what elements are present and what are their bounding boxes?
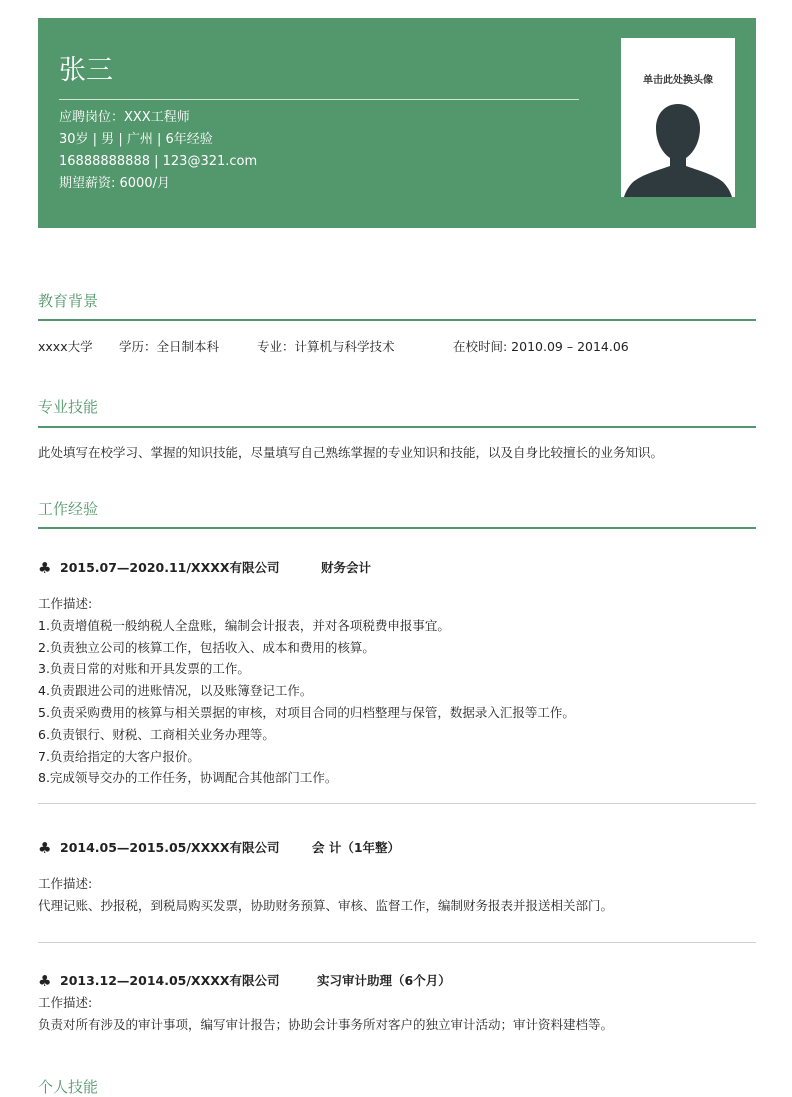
job-header: [38, 557, 756, 579]
job-role: 实习审计助理（6个月）: [317, 973, 451, 988]
club-icon: ♣: [38, 839, 52, 857]
skills-title: 专业技能: [38, 398, 99, 416]
job-divider: [38, 803, 756, 804]
basic-info: 30岁 | 男 | 广州 | 6年经验: [59, 132, 213, 147]
job-desc-label: 工作描述:: [38, 596, 93, 611]
job-divider: [38, 942, 756, 943]
applied-position: 应聘岗位：XXX工程师: [59, 110, 190, 125]
photo-label: 单击此处换头像: [643, 75, 713, 86]
job-desc-line: 7.负责给指定的大客户报价。: [38, 748, 200, 764]
degree: 学历：全日制本科: [119, 339, 220, 354]
job-description: [38, 992, 613, 1036]
avatar-silhouette-icon: [621, 96, 735, 197]
job-desc-line: 2.负责独立公司的核算工作，包括收入、成本和费用的核算。: [38, 639, 375, 655]
club-icon: ♣: [38, 559, 52, 577]
job-period-company: 2015.07—2020.11/XXXX有限公司: [60, 560, 280, 575]
major: 专业：计算机与科学技术: [257, 339, 395, 354]
education-title: 教育背景: [38, 292, 99, 310]
job-role: 会 计（1年整）: [312, 840, 401, 855]
job-header: [38, 837, 756, 859]
contact-info: 16888888888 | 123@321.com: [59, 154, 258, 169]
school-period: 在校时间: 2010.09 – 2014.06: [453, 339, 629, 354]
candidate-name: 张三: [59, 55, 113, 86]
education-row: [38, 336, 756, 358]
skills-text: 此处填写在校学习、掌握的知识技能，尽量填写自己熟练掌握的专业知识和技能，以及自身比较擅长的业务知识。: [38, 445, 664, 460]
avatar-photo[interactable]: [621, 38, 735, 197]
job-description: [38, 593, 575, 789]
job-role: 财务会计: [321, 560, 372, 575]
job-description: [38, 873, 613, 917]
job-desc-line: 3.负责日常的对账和开具发票的工作。: [38, 661, 250, 677]
job-desc-line: 代理记账、抄报税，到税局购买发票，协助财务预算、审核、监督工作，编制财务报表并报送相关部门。: [38, 897, 614, 913]
experience-divider: [38, 527, 756, 529]
school-name: xxxx大学: [38, 339, 93, 354]
education-divider: [38, 319, 756, 321]
job-desc-label: 工作描述:: [38, 995, 93, 1010]
job-desc-line: 6.负责银行、财税、工商相关业务办理等。: [38, 726, 275, 742]
job-desc-line: 负责对所有涉及的审计事项，编写审计报告；协助会计事务所对客户的独立审计活动；审计资料建档等。: [38, 1016, 614, 1032]
candidate-info: [59, 107, 257, 195]
personal-skills-title: 个人技能: [38, 1078, 99, 1096]
club-icon: ♣: [38, 972, 52, 990]
job-desc-line: 4.负责跟进公司的进账情况，以及账簿登记工作。: [38, 683, 313, 699]
job-desc-label: 工作描述:: [38, 876, 93, 891]
header-divider: [59, 99, 579, 100]
skills-divider: [38, 426, 756, 428]
expected-salary: 期望薪资: 6000/月: [59, 176, 170, 191]
job-desc-line: 8.完成领导交办的工作任务，协调配合其他部门工作。: [38, 770, 338, 786]
job-period-company: 2013.12—2014.05/XXXX有限公司: [60, 973, 280, 988]
job-desc-line: 5.负责采购费用的核算与相关票据的审核，对项目合同的归档整理与保管，数据录入汇报等工作。: [38, 704, 575, 720]
job-desc-line: 1.负责增值税一般纳税人全盘账，编制会计报表，并对各项税费申报事宜。: [38, 617, 450, 633]
resume-header: [38, 18, 756, 228]
job-header: [38, 970, 756, 992]
job-period-company: 2014.05—2015.05/XXXX有限公司: [60, 840, 280, 855]
experience-title: 工作经验: [38, 500, 99, 518]
